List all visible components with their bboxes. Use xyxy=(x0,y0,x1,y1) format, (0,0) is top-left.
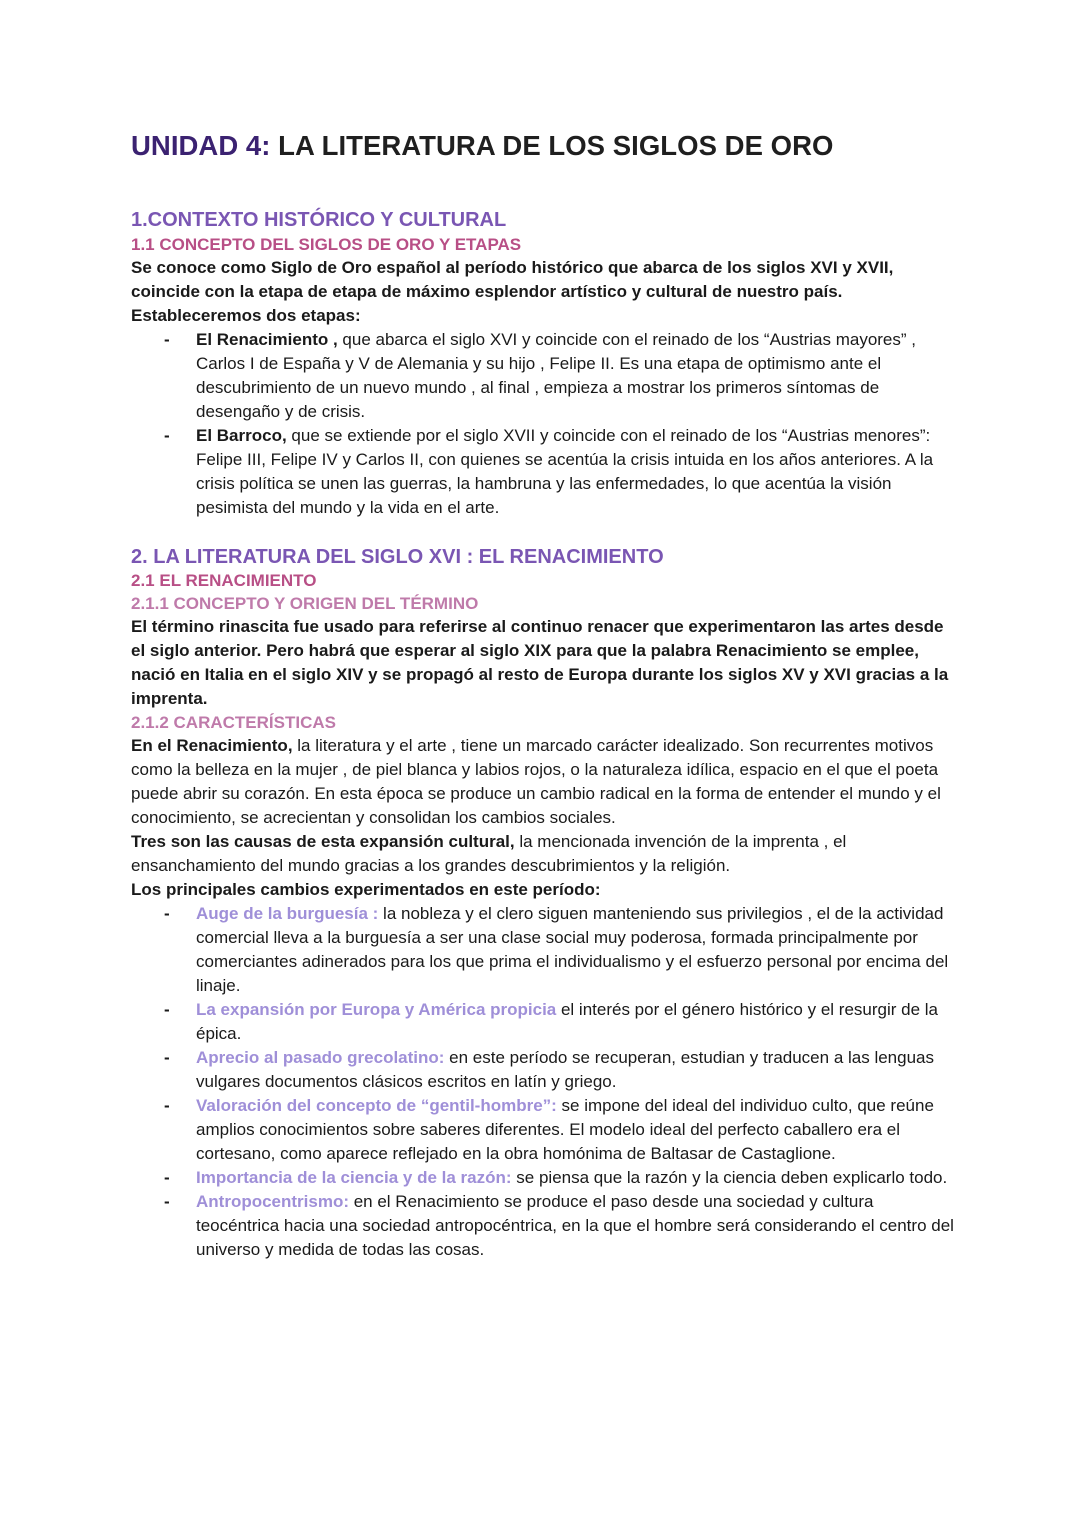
change-item xyxy=(164,902,961,998)
list-dash: - xyxy=(164,1168,170,1187)
features-p1-text: la literatura y el arte , tiene un marcado carácter idealizado. Son recurrentes motivos como la belleza en la mujer , de piel blanca y labios rojos, o la naturaleza idílica, espacio en el que el poeta puede abrir su corazón. En esta época se produce un cambio radical en la forma de entender el mundo y el conocimiento, se acrecientan y consolidan los cambios sociales. xyxy=(131,736,941,827)
change-item xyxy=(164,1046,961,1094)
list-dash: - xyxy=(164,426,170,445)
concept-paragraph: El término rinascita fue usado para referirse al continuo renacer que experimentaron las artes desde el siglo anterior. Pero habrá que esperar al siglo XIX para que la palabra Renacimiento se emplee, nació en Italia en el siglo XIV y se propagó al resto de Europa durante los siglos XV y XVI gracias a la imprenta. xyxy=(131,617,949,708)
stage-term: El Renacimiento , xyxy=(196,330,338,349)
stage-text: que se extiende por el siglo XVII y coincide con el reinado de los “Austrias menores”: Felipe III, Felipe IV y Carlos II, con quienes se acentúa la crisis intuida en los años anteriores. A la crisis política se unen las guerras, la hambruna y las enfermedades, lo que acentúa la visión pesimista del mundo y la vida en el arte. xyxy=(196,426,934,517)
change-term: Auge de la burguesía : xyxy=(196,904,384,923)
list-dash: - xyxy=(164,1000,170,1019)
change-text: se piensa que la razón y la ciencia deben explicarlo todo. xyxy=(511,1168,948,1187)
section-1-1-intro: Se conoce como Siglo de Oro español al período histórico que abarca de los siglos XVI y XVII, coincide con la etapa de etapa de máximo esplendor artístico y cultural de nuestro país. xyxy=(131,258,894,301)
change-term: Valoración del concepto de “gentil-hombre”: xyxy=(196,1096,557,1115)
change-item xyxy=(164,1166,961,1190)
list-dash: - xyxy=(164,330,170,349)
section-1-1-heading: 1.1 CONCEPTO DEL SIGLOS DE ORO Y ETAPAS xyxy=(131,235,522,254)
list-dash: - xyxy=(164,904,170,923)
changes-list xyxy=(131,902,961,1262)
stage-term: El Barroco, xyxy=(196,426,287,445)
stage-text: que abarca el siglo XVI y coincide con el reinado de los “Austrias mayores” , Carlos I de España y V de Alemania y su hijo , Felipe II. Es una etapa de optimismo ante el descubrimiento de un nuevo mundo , al final , empieza a mostrar los primeros síntomas de desengaño y de crisis. xyxy=(196,330,916,421)
change-text: en este período se recuperan, estudian y traducen a las lenguas vulgares documentos clásicos escritos en latín y griego. xyxy=(196,1048,934,1091)
changes-lead: Los principales cambios experimentados en este período: xyxy=(131,880,601,899)
stages-list xyxy=(131,328,961,520)
change-term: Antropocentrismo: xyxy=(196,1192,349,1211)
features-p2-lead: Tres son las causas de esta expansión cultural, xyxy=(131,832,515,851)
section-2-1-1-heading: 2.1.1 CONCEPTO Y ORIGEN DEL TÉRMINO xyxy=(131,594,479,613)
section-2-heading: 2. LA LITERATURA DEL SIGLO XVI : EL RENACIMIENTO xyxy=(131,546,664,568)
change-item xyxy=(164,1094,961,1166)
title-text: LA LITERATURA DE LOS SIGLOS DE ORO xyxy=(270,130,834,161)
features-p2-text: la mencionada invención de la imprenta , el ensanchamiento del mundo gracias a los grandes descubrimientos y la religión. xyxy=(131,832,847,875)
list-dash: - xyxy=(164,1048,170,1067)
change-term: Aprecio al pasado grecolatino: xyxy=(196,1048,445,1067)
change-term: Importancia de la ciencia y de la razón: xyxy=(196,1168,512,1187)
stages-lead: Estableceremos dos etapas: xyxy=(131,306,361,325)
section-2-1-2-heading: 2.1.2 CARACTERÍSTICAS xyxy=(131,713,336,732)
change-text: el interés por el género histórico y el resurgir de la épica. xyxy=(196,1000,938,1043)
features-paragraph-1 xyxy=(131,734,961,830)
change-text: se impone del ideal del individuo culto, que reúne amplios conocimientos sobre saberes diferentes. El modelo ideal del perfecto caballero era el cortesano, como aparece reflejado en la obra homónima de Baltasar de Castaglione. xyxy=(196,1096,934,1163)
change-text: la nobleza y el clero siguen manteniendo sus privilegios , el de la actividad comercial lleva a la burguesía a ser una clase social muy poderosa, formada principalmente por comerciantes adinerados para los que prima el individualismo y el esfuerzo personal por encima del linaje. xyxy=(196,904,949,995)
section-1-heading: 1.CONTEXTO HISTÓRICO Y CULTURAL xyxy=(131,209,507,231)
change-term: La expansión por Europa y América propicia xyxy=(196,1000,557,1019)
section-2-1-heading: 2.1 EL RENACIMIENTO xyxy=(131,571,317,590)
stage-item-barroco xyxy=(164,424,961,520)
change-item xyxy=(164,998,961,1046)
list-dash: - xyxy=(164,1192,170,1211)
list-dash: - xyxy=(164,1096,170,1115)
document-title xyxy=(131,128,961,164)
document-page xyxy=(131,128,961,1262)
unit-label: UNIDAD 4: xyxy=(131,130,271,161)
features-paragraph-2 xyxy=(131,830,961,878)
change-item xyxy=(164,1190,961,1262)
stage-item-renacimiento xyxy=(164,328,961,424)
change-text: en el Renacimiento se produce el paso desde una sociedad y cultura teocéntrica hacia una sociedad antropocéntrica, en la que el hombre será considerando el centro del universo y medida de todas las cosas. xyxy=(196,1192,954,1259)
features-p1-lead: En el Renacimiento, xyxy=(131,736,293,755)
